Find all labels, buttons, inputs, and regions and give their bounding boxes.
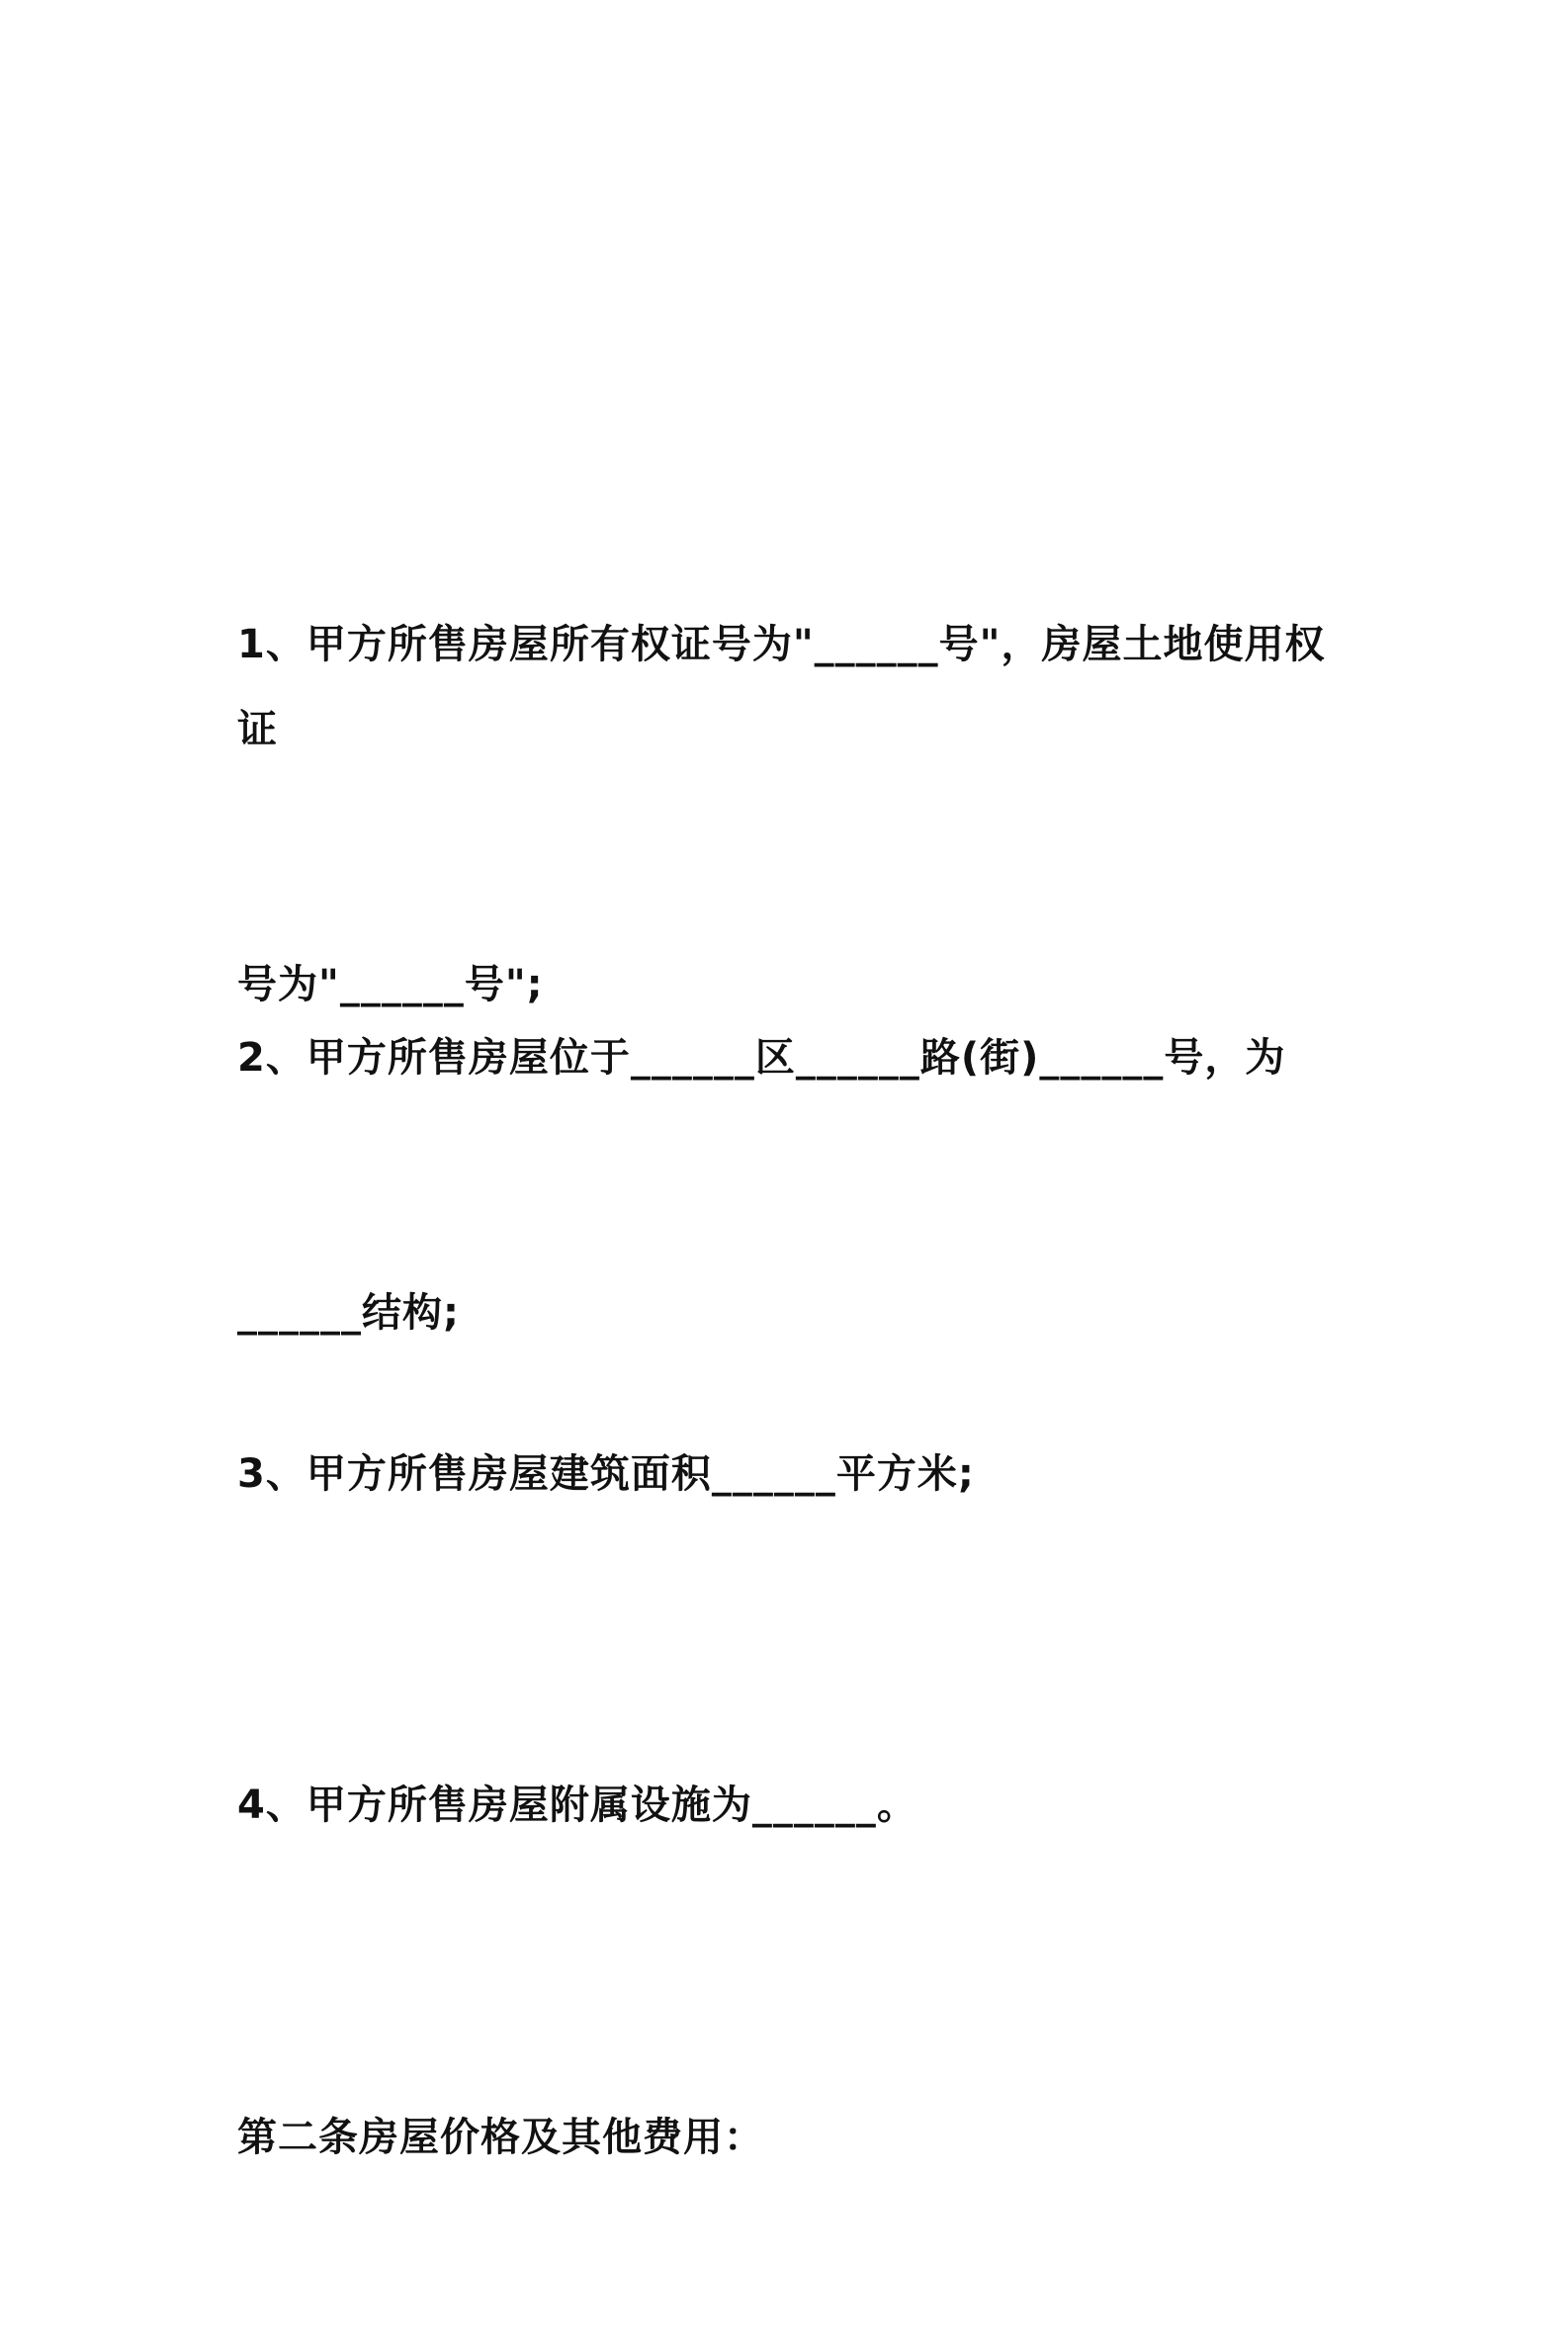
clause-line: 1、甲方所售房屋所有权证号为"______号"，房屋土地使用权证 [237, 622, 1326, 752]
clause-line: 2、甲方所售房屋位于______区______路(街)______号，为 [237, 1035, 1286, 1081]
section-heading-price [237, 1925, 1345, 2350]
clause-line: 4、甲方所售房屋附属设施为______。 [237, 1783, 917, 1828]
section-heading: 第二条房屋价格及其他费用： [237, 2115, 764, 2160]
clause-line: 号为"______号"; [237, 962, 544, 1007]
clause-line: 3、甲方所售房屋建筑面积______平方米; [237, 1451, 975, 1497]
clause-line: ______结构; [237, 1290, 460, 1336]
